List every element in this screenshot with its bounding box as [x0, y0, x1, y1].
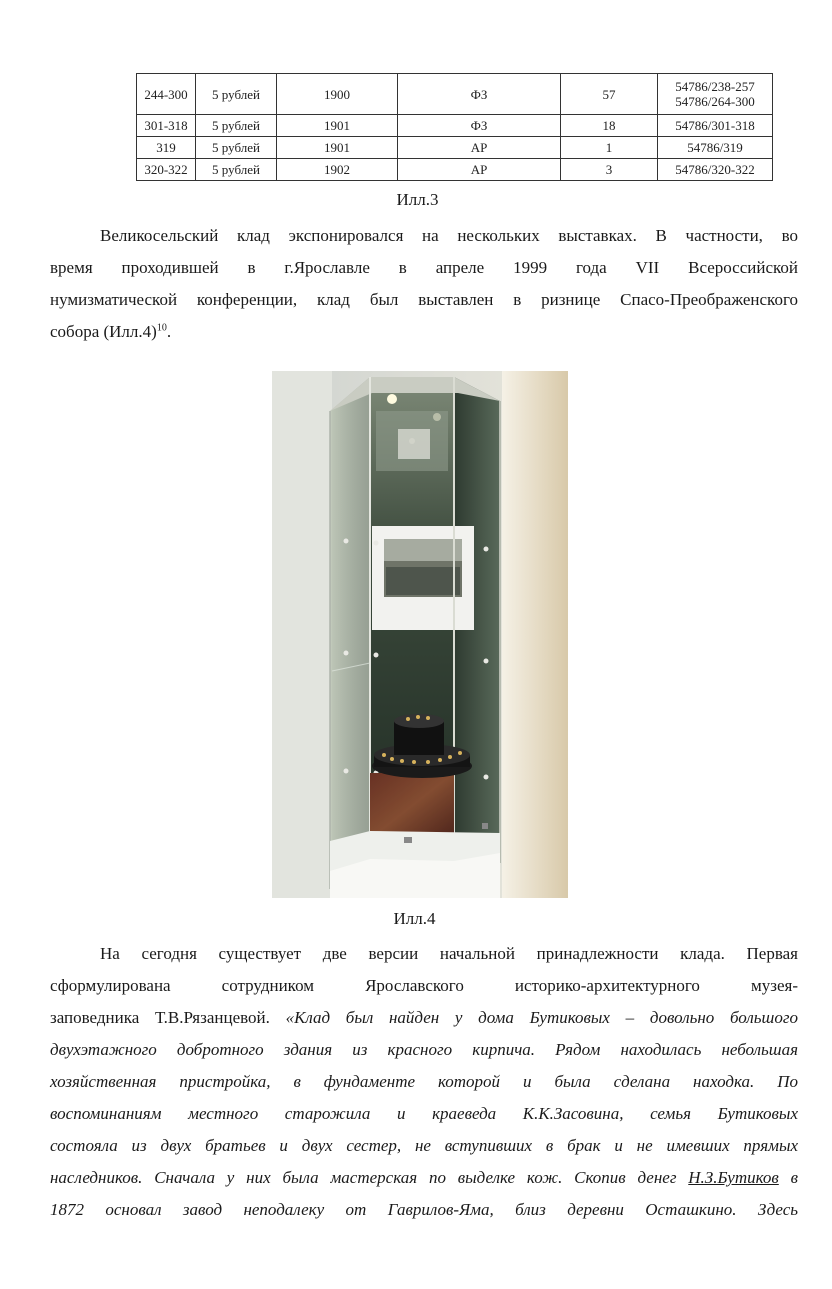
figure-caption-4: Илл.4 — [393, 909, 436, 928]
table-cell-inventory: 54786/320-322 — [658, 159, 773, 181]
table-row — [137, 159, 773, 181]
paragraph-line — [50, 1002, 798, 1034]
underlined-name: Н.З.Бутиков — [688, 1168, 779, 1187]
table-cell-count: 1 — [561, 137, 658, 159]
quote-line: воспоминаниям местного старожила и краеведа К.К.Засовина, семья Бутиковых — [50, 1104, 798, 1123]
table-cell-mint: ФЗ — [398, 115, 561, 137]
table-cell-mint: АР — [398, 159, 561, 181]
table-cell-denomination: 5 рублей — [196, 137, 277, 159]
paragraph-line: нумизматической конференции, клад был выставлен в ризнице Спасо-Преображенского — [50, 290, 798, 309]
table-cell-denomination: 5 рублей — [196, 159, 277, 181]
table-cell-range: 244-300 — [137, 74, 196, 115]
coin-table — [136, 73, 773, 181]
paragraph-text: . — [166, 322, 172, 341]
table-cell-year: 1900 — [277, 74, 398, 115]
table-cell-range: 320-322 — [137, 159, 196, 181]
display-case-photo — [272, 371, 568, 898]
table-cell-range: 319 — [137, 137, 196, 159]
table-cell-denomination: 5 рублей — [196, 115, 277, 137]
paragraph-text: собора (Илл.4) — [50, 322, 157, 341]
table-cell-inventory: 54786/301-318 — [658, 115, 773, 137]
figure-caption-3: Илл.3 — [396, 190, 439, 209]
table-cell-count: 57 — [561, 74, 658, 115]
paragraph-line: На сегодня существует две версии начальной принадлежности клада. Первая — [100, 944, 798, 963]
table-cell-year: 1902 — [277, 159, 398, 181]
quote-line — [50, 1162, 798, 1194]
table-cell-inventory: 54786/319 — [658, 137, 773, 159]
table-cell-denomination: 5 рублей — [196, 74, 277, 115]
quote-text: «Клад был найден у дома Бутиковых – довольно большого — [285, 1008, 798, 1027]
quote-line: хозяйственная пристройка, в фундаменте которой и была сделана находка. По — [50, 1072, 798, 1091]
paragraph-line: сформулирована сотрудником Ярославского историко-архитектурного музея- — [50, 976, 798, 995]
paragraph-text: заповедника Т.В.Рязанцевой. — [50, 1008, 286, 1027]
table-cell-count: 18 — [561, 115, 658, 137]
quote-line: двухэтажного добротного здания из красного кирпича. Рядом находилась небольшая — [50, 1040, 798, 1059]
quote-text: в — [778, 1168, 798, 1187]
paragraph-versions — [50, 938, 798, 1226]
table-cell-inventory — [658, 74, 773, 115]
table-cell-mint: АР — [398, 137, 561, 159]
inventory-number: 54786/238-257 — [675, 79, 755, 94]
table-cell-year: 1901 — [277, 137, 398, 159]
table-row — [137, 115, 773, 137]
paragraph-line: Великосельский клад экспонировался на нескольких выставках. В частности, во — [100, 226, 798, 245]
quote-line: состояла из двух братьев и двух сестер, не вступивших в брак и не имевших прямых — [50, 1136, 798, 1155]
paragraph-line — [50, 316, 798, 348]
inventory-number: 54786/264-300 — [675, 94, 755, 109]
table-cell-range: 301-318 — [137, 115, 196, 137]
table-cell-count: 3 — [561, 159, 658, 181]
table-row — [137, 74, 773, 115]
footnote-marker: 10 — [156, 322, 167, 334]
table-cell-mint: ФЗ — [398, 74, 561, 115]
quote-text: наследников. Сначала у них была мастерская по выделке кож. Скопив денег — [50, 1168, 689, 1187]
paragraph-line: время проходившей в г.Ярославле в апреле 1999 года VII Всероссийской — [50, 258, 798, 277]
quote-line: 1872 основал завод неподалеку от Гаврилов-Яма, близ деревни Осташкино. Здесь — [50, 1200, 798, 1219]
table-cell-year: 1901 — [277, 115, 398, 137]
paragraph-exhibitions — [50, 220, 798, 348]
table-row — [137, 137, 773, 159]
